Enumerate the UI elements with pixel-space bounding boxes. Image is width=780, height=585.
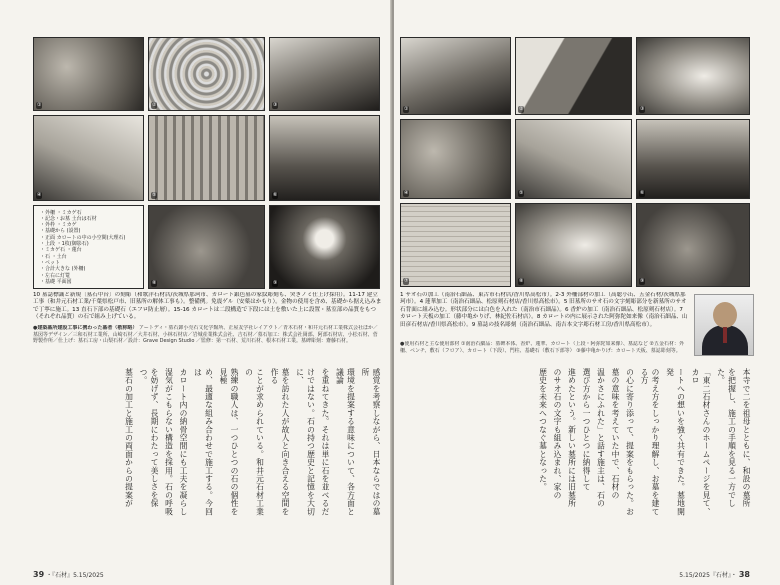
sketch-line: ・基礎から (設置): [40, 228, 81, 234]
photo-number: ①: [404, 106, 409, 112]
photo-stone-pile: [148, 37, 265, 111]
article-column: 選び方から一つひとつに納得して: [582, 368, 591, 491]
materials-caption: ●使用石材と主な使用部材 ①南治石細品：墓碑本体、香炉、蓮華、カロート（上段・阿弥陀如来像）、墓誌など ②五金石材：外柵、ペンチ、敷石（フロア）、カロート（下段）、門柱、基礎石（敷石下部等） ③藤中亀かりげ：カロート天板、墓誌彫刻等。: [400, 341, 685, 354]
photo-installation: [269, 115, 380, 201]
photo-incense-burner: [636, 119, 750, 199]
sketch-line: ・外柵 ・ミカゲ石: [40, 210, 82, 216]
article-column: ことが求められている。和井元石材工業の: [244, 368, 265, 516]
credits-caption: [33, 325, 382, 358]
article-column: 感覚を考察しながら、日本ならではの墓所: [361, 368, 381, 516]
article-column: ートへの想いを強く共有できた。墓地開発: [665, 368, 686, 516]
photo-foundation: [148, 115, 265, 201]
article-column: 墓を訪れた人が故人と向き合える空間を作る: [270, 368, 290, 516]
photo-number: ③: [273, 102, 278, 108]
photo-lotus-carving: [400, 119, 511, 199]
photo-carving: [33, 115, 144, 201]
photo-number: ②: [152, 102, 157, 108]
sketch-line: ・外枠 ・ミカゲ: [40, 222, 77, 228]
photo-engraved-panel: [515, 119, 632, 199]
photo-number: ⑨: [273, 280, 278, 286]
sketch-line: ・ペット: [40, 260, 61, 266]
sketch-line: ・記念・お墓 土台は石材: [40, 216, 97, 222]
article-column: けではない。石の持つ歴史と記憶を大切に、: [295, 368, 316, 516]
photo-number: ⑧: [519, 278, 524, 284]
folio-text: 5.15/2025『石材』・: [679, 572, 737, 579]
photo-fence-parts: [515, 37, 632, 115]
page-number: 39: [33, 570, 45, 579]
right-page: [394, 0, 780, 585]
photo-number: ③: [640, 106, 645, 112]
sketch-line: ・上段 ・1枚(御影石): [40, 241, 89, 247]
photo-craftsman: [269, 37, 380, 111]
article-body: [33, 368, 382, 518]
sketch-line: ・石 ・土台: [40, 254, 67, 260]
sketch-line: ・合計大きな (外柵): [40, 266, 86, 272]
photo-sao-stone: [400, 37, 511, 115]
article-column: カロート内の納骨空間にも工夫を凝らし: [179, 368, 188, 516]
sketch-line: ・ミカゲ石 ・蓮台: [40, 247, 82, 253]
photo-stone-work: [33, 37, 144, 111]
article-column: め、最適な組み合わせで施工する。今回は: [193, 368, 214, 516]
photo-number: ④: [404, 190, 409, 196]
sketch-line: ・左右に灯篭: [40, 273, 71, 279]
photo-site-build: [148, 205, 265, 289]
credits-text: アートディ・墓石卸小売石文化学館所、正屋友学社レイアウト／青木石材・和井元石材工業株式会社ほか／墓図等デザイン／三和石材工業所、山崎石材／大井石材、小林石材店／岩城産業株式会社、吉石材／墓石加工：株式会社岡部、阿部石材店、小松石材、菅野製作所／仕上げ：墓石工房・山梨石材／設計：Grave Design Studio ／監修：第一石材、荒川石材、根本石材工業。墓碑彫刻：齋藤石材。: [33, 325, 378, 344]
photo-number: ⑥: [273, 192, 278, 198]
article-body: [400, 368, 752, 518]
photo-handwritten-plan: [33, 205, 144, 289]
article-column: を重ねてきた。それは単に石を並べるだ: [321, 368, 330, 516]
folio-text: ・『石材』5.15/2025: [46, 572, 104, 579]
sketch-line: ・基礎 平面図: [40, 279, 72, 285]
article-column: 湿気がこもらない構造を採用。石の呼吸: [164, 368, 174, 516]
credits-heading: ●建築墓所建設工事に携わった墓者（敬称略）: [33, 325, 138, 331]
photo-number: ⑤: [519, 190, 524, 196]
article-column: 墓石の加工と施工の両面からの提案が: [124, 368, 134, 508]
photo-number: ⑦: [404, 278, 409, 284]
article-column: 熟練の職人は、一つひとつの石の個性を見極: [219, 368, 239, 516]
photo-fence-process: [636, 37, 750, 115]
article-column: のサオ石の文字も組み込まれ、家の: [553, 368, 562, 500]
portrait-tie: [723, 327, 727, 343]
page-folio: [33, 570, 104, 579]
article-column: 進めたという。新しい墓所には旧墓所: [567, 368, 577, 508]
article-column: 本寺で二を祖母とともに、和設の墓所: [742, 368, 751, 508]
photo-caption: 10 墓誌標識と新規〔墓石中台〕の刻彫（和歌洋石材店/茨城県那珂市、カロート銀色墓の家紋彫刻も、突きノミ仕上げ採用）。11-17 建立工事（和井元石材工業/千葉県松戸市、旧墓所の解体工事も）。整備例。免震ゲル（安薬はかもり）。金物の使用を含め、基礎から据え込みまで丁寧に施工。13 直石下部の基礎石（エフロ防止層）。15-16 カロートは二段構造で下段には土を敷いた上に設置・墓室部の品質をもつ（それぞれ品質）の石で組み上げている。: [33, 292, 382, 321]
article-column: 環境を提案する意味について、各方面と議論: [335, 368, 356, 516]
portrait-head: [713, 302, 737, 328]
photo-number: ①: [37, 102, 42, 108]
article-column: の考え方をしっかり理解し、お墓を建てる方: [640, 368, 660, 516]
photo-number: ⑧: [152, 280, 157, 286]
photo-karoto-interior: [269, 205, 380, 289]
photo-number: ⑤: [152, 192, 157, 198]
photo-inscription-slab: [400, 203, 511, 287]
article-column: 「東二石材さんのホームページを見て、カロ: [691, 368, 711, 516]
article-column: 歴史を未来へつなぐ墓となった。: [538, 368, 548, 491]
article-column: 温かさにふれた」と話す施主は、石の: [596, 368, 606, 508]
article-column: を妨げず、長期にわたって美しさを保つ。: [139, 368, 159, 508]
photo-caption: 1 サオ石の加工（南治石細品、東古市石材店/香川県高松市）。2-3 外柵部材の加工（高聡小缶、五金石材/茨城県那珂市）。4 蓮華加工（南治石細品、松原剣石材店/香川県高松市）。5 旧墓所のサオ石の文字刻彫部分を新墓所のサオ石背面に組み込む。形状部分には白色を入れた（南治市石細品）。6 香炉の加工（南治石細品、松原剣石材店）。7 カロート天板の加工（藤中亀かりげ、林紀佐石材店）。8 カロートの内に展示された阿弥陀如来像（南治石細品、山田彦石材店/香川県高松市）。9 墓誌の技名彫刻（南治石細品、南吉本文字彫石材工房/香川県高松市）。: [400, 292, 688, 328]
photo-number: ④: [37, 192, 42, 198]
photo-epitaph-engraving: [636, 203, 750, 287]
portrait-photo: [694, 294, 754, 356]
photo-number: ②: [519, 106, 524, 112]
sketch-line: ・正面 カロートの中の小空間(大理石): [40, 235, 126, 241]
article-column: の心に寄り添って、提案をもらった。お: [625, 368, 635, 516]
photo-buddha-relief: [515, 203, 632, 287]
photo-number: ⑨: [640, 278, 645, 284]
page-number: 38: [738, 570, 750, 579]
photo-number: ⑥: [640, 190, 645, 196]
article-column: を把握し、施工の手順を見る一方でした。: [716, 368, 737, 508]
article-column: 墓の意味を考えていた中で、石材の: [611, 368, 620, 500]
page-folio: [679, 570, 750, 579]
